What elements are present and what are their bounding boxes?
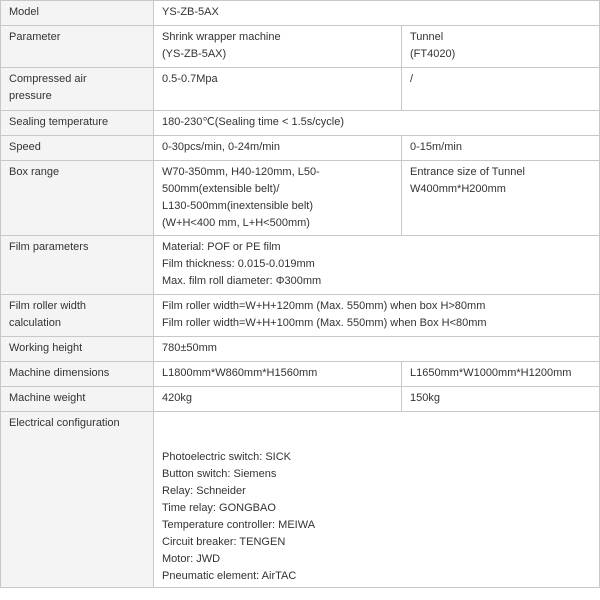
cell-line: Pneumatic element: AirTAC <box>162 570 297 582</box>
table-row <box>1 111 600 136</box>
cell-line: Film roller width=W+H+100mm (Max. 550mm) when Box H<80mm <box>162 317 487 329</box>
row-value: YS-ZB-5AX <box>154 1 600 26</box>
table-row <box>1 412 600 588</box>
row-value <box>154 412 600 588</box>
tunnel-value: / <box>402 68 600 111</box>
row-value: 180-230℃(Sealing time < 1.5s/cycle) <box>154 111 600 136</box>
row-label <box>1 295 154 337</box>
cell-line: Film roller width <box>9 300 87 312</box>
machine-value: 0.5-0.7Mpa <box>154 68 402 111</box>
row-label: Electrical configuration <box>1 412 154 588</box>
row-label: Sealing temperature <box>1 111 154 136</box>
cell-line: Shrink wrapper machine <box>162 31 281 43</box>
table-row <box>1 161 600 236</box>
tunnel-value: L1650mm*W1000mm*H1200mm <box>402 362 600 387</box>
cell-line: Material: POF or PE film <box>162 241 281 253</box>
cell-line: Circuit breaker: TENGEN <box>162 536 286 548</box>
cell-line: Compressed air <box>9 73 87 85</box>
machine-value <box>154 161 402 236</box>
cell-line: Film roller width=W+H+120mm (Max. 550mm) when box H>80mm <box>162 300 486 312</box>
row-label: Speed <box>1 136 154 161</box>
table-row <box>1 387 600 412</box>
cell-line: Relay: Schneider <box>162 485 246 497</box>
table-row <box>1 236 600 295</box>
cell-line: pressure <box>9 90 52 102</box>
row-label: Machine weight <box>1 387 154 412</box>
table-row <box>1 337 600 362</box>
cell-line: (W+H<400 mm, L+H<500mm) <box>162 217 310 229</box>
machine-value: L1800mm*W860mm*H1560mm <box>154 362 402 387</box>
table-row <box>1 1 600 26</box>
cell-line: Max. film roll diameter: Φ300mm <box>162 275 322 287</box>
table-row <box>1 136 600 161</box>
row-label: Box range <box>1 161 154 236</box>
cell-line: Photoelectric switch: SICK <box>162 451 291 463</box>
cell-line: Motor: JWD <box>162 553 221 565</box>
table-row <box>1 362 600 387</box>
cell-line: Time relay: GONGBAO <box>162 502 276 514</box>
cell-line: L130-500mm(inextensible belt) <box>162 200 314 212</box>
machine-value: 0-30pcs/min, 0-24m/min <box>154 136 402 161</box>
cell-line: W400mm*H200mm <box>410 183 506 195</box>
tunnel-value <box>402 161 600 236</box>
row-label: Working height <box>1 337 154 362</box>
row-label <box>1 68 154 111</box>
machine-value <box>154 26 402 68</box>
cell-line: Entrance size of Tunnel <box>410 166 525 178</box>
cell-line: Temperature controller: MEIWA <box>162 519 316 531</box>
row-label: Film parameters <box>1 236 154 295</box>
table-row <box>1 295 600 337</box>
row-value <box>154 236 600 295</box>
cell-line: calculation <box>9 317 61 329</box>
row-value: 780±50mm <box>154 337 600 362</box>
cell-line: (YS-ZB-5AX) <box>162 48 227 60</box>
row-label: Model <box>1 1 154 26</box>
cell-line: W70-350mm, H40-120mm, L50- <box>162 166 320 178</box>
row-label: Parameter <box>1 26 154 68</box>
tunnel-value <box>402 26 600 68</box>
row-label: Machine dimensions <box>1 362 154 387</box>
tunnel-value: 0-15m/min <box>402 136 600 161</box>
table-row <box>1 26 600 68</box>
tunnel-value: 150kg <box>402 387 600 412</box>
cell-line: Tunnel <box>410 31 444 43</box>
cell-line: (FT4020) <box>410 48 456 60</box>
cell-line: 500mm(extensible belt)/ <box>162 183 280 195</box>
machine-value: 420kg <box>154 387 402 412</box>
row-value <box>154 295 600 337</box>
cell-line: Button switch: Siemens <box>162 468 277 480</box>
table-row <box>1 68 600 111</box>
cell-line: Film thickness: 0.015-0.019mm <box>162 258 315 270</box>
